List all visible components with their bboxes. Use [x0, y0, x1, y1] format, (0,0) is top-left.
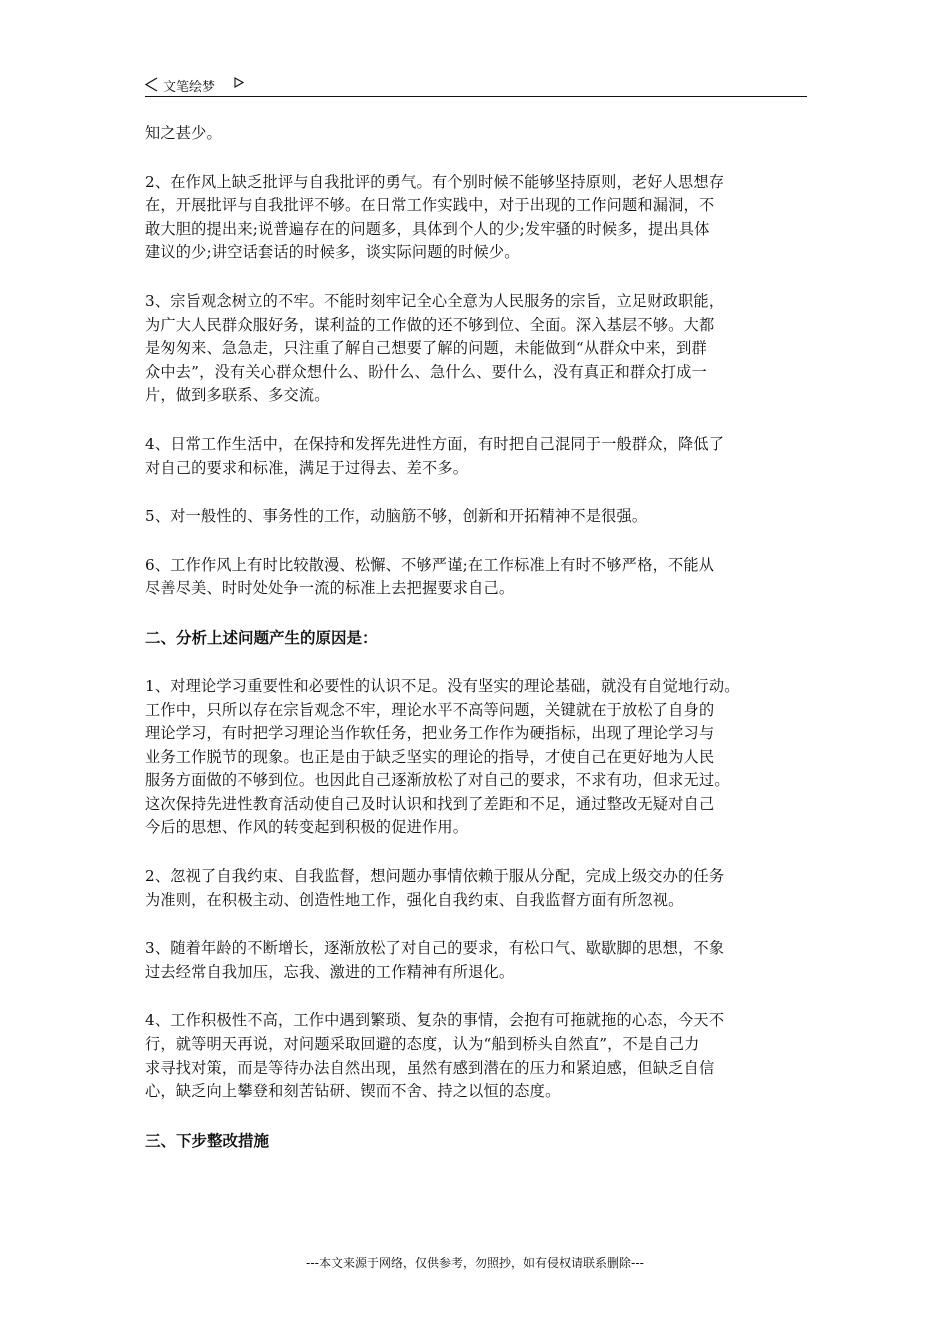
footer-note: ---本文来源于网络，仅供参考，勿照抄，如有侵权请联系删除--- — [306, 1256, 644, 1270]
paragraph — [145, 505, 815, 529]
paragraph — [145, 122, 815, 146]
paragraph — [145, 433, 815, 480]
paragraph — [145, 937, 815, 984]
text-line: 4、工作积极性不高，工作中遇到繁琐、复杂的事情，会抱有可拖就拖的心态，今天不 — [145, 1011, 725, 1030]
text-line: 是匆匆来、急急走，只注重了解自己想要了解的问题，未能做到“从群众中来，到群 — [145, 339, 707, 358]
text-line: 建议的少;讲空话套话的时候多，谈实际问题的时候少。 — [145, 243, 520, 262]
text-line: 2、在作风上缺乏批评与自我批评的勇气。有个别时候不能够坚持原则，老好人思想存 — [145, 172, 725, 191]
text-line: 过去经常自我加压，忘我、激进的工作精神有所退化。 — [145, 962, 515, 981]
paragraph — [145, 171, 815, 265]
text-line: 片，做到多联系、多交流。 — [145, 386, 330, 405]
text-line: 在，开展批评与自我批评不够。在日常工作实践中，对于出现的工作问题和漏洞，不 — [145, 196, 715, 215]
text-line: 4、日常工作生活中，在保持和发挥先进性方面，有时把自己混同于一般群众，降低了 — [145, 434, 725, 453]
text-line: 业务工作脱节的现象。也正是由于缺乏坚实的理论的指导，才使自己在更好地为人民 — [145, 747, 715, 766]
paragraph — [145, 554, 815, 601]
text-line: 理论学习，有时把学习理论当作软任务，把业务工作作为硬指标，出现了理论学习与 — [145, 724, 715, 743]
text-line: 行，就等明天再说，对问题采取回避的态度，认为“船到桥头自然直”，不是自己力 — [145, 1035, 700, 1054]
section-heading — [145, 1129, 815, 1153]
text-line: 二、分析上述问题产生的原因是： — [145, 628, 378, 647]
document-body — [145, 122, 815, 1178]
text-line: 求寻找对策，而是等待办法自然出现，虽然有感到潜在的压力和紧迫感，但缺乏自信 — [145, 1058, 715, 1077]
text-line: 为广大人民群众服好务，谋利益的工作做的还不够到位、全面。深入基层不够。大都 — [145, 315, 715, 334]
text-line: 这次保持先进性教育活动使自己及时认识和找到了差距和不足，通过整改无疑对自己 — [145, 794, 715, 813]
text-line: 5、对一般性的、事务性的工作，动脑筋不够，创新和开拓精神不是很强。 — [145, 507, 648, 526]
text-line: 尽善尽美、时时处处争一流的标准上去把握要求自己。 — [145, 579, 515, 598]
text-line: 三、下步整改措施 — [145, 1131, 270, 1150]
text-line: 3、随着年龄的不断增长，逐渐放松了对自己的要求，有松口气、歇歇脚的思想，不象 — [145, 939, 725, 958]
text-line: 敢大胆的提出来;说普遍存在的问题多，具体到个人的少;发牢骚的时候多，提出具体 — [145, 219, 710, 238]
triangle-right-icon — [234, 77, 244, 92]
text-line: 心，缺乏向上攀登和刻苦钻研、锲而不舍、持之以恒的态度。 — [145, 1082, 561, 1101]
text-line: 对自己的要求和标准，满足于过得去、差不多。 — [145, 458, 469, 477]
triangle-left-icon — [145, 77, 158, 96]
text-line: 2、忽视了自我约束、自我监督，想问题办事情依赖于服从分配，完成上级交办的任务 — [145, 867, 725, 886]
text-line: 今后的思想、作风的转变起到积极的促进作用。 — [145, 818, 469, 837]
text-line: 服务方面做的不够到位。也因此自己逐渐放松了对自己的要求，不求有功，但求无过。 — [145, 771, 730, 790]
section-heading — [145, 626, 815, 650]
text-line: 1、对理论学习重要性和必要性的认识不足。没有坚实的理论基础，就没有自觉地行动。 — [145, 676, 740, 695]
text-line: 为准则，在积极主动、创造性地工作，强化自我约束、自我监督方面有所忽视。 — [145, 890, 684, 909]
paragraph — [145, 675, 815, 840]
text-line: 知之甚少。 — [145, 124, 222, 142]
paragraph — [145, 865, 815, 912]
text-line: 3、宗旨观念树立的不牢。不能时刻牢记全心全意为人民服务的宗旨，立足财政职能， — [145, 291, 725, 310]
paragraph — [145, 1009, 815, 1103]
paragraph — [145, 290, 815, 408]
document-header — [145, 74, 807, 97]
header-title: 文笔绘梦 — [163, 80, 216, 95]
text-line: 工作中，只所以存在宗旨观念不牢，理论水平不高等问题，关键就在于放松了自身的 — [145, 700, 715, 719]
text-line: 众中去”，没有关心群众想什么、盼什么、急什么、要什么，没有真正和群众打成一 — [145, 362, 707, 381]
text-line: 6、工作作风上有时比较散漫、松懈、不够严谨;在工作标准上有时不够严格，不能从 — [145, 555, 715, 574]
